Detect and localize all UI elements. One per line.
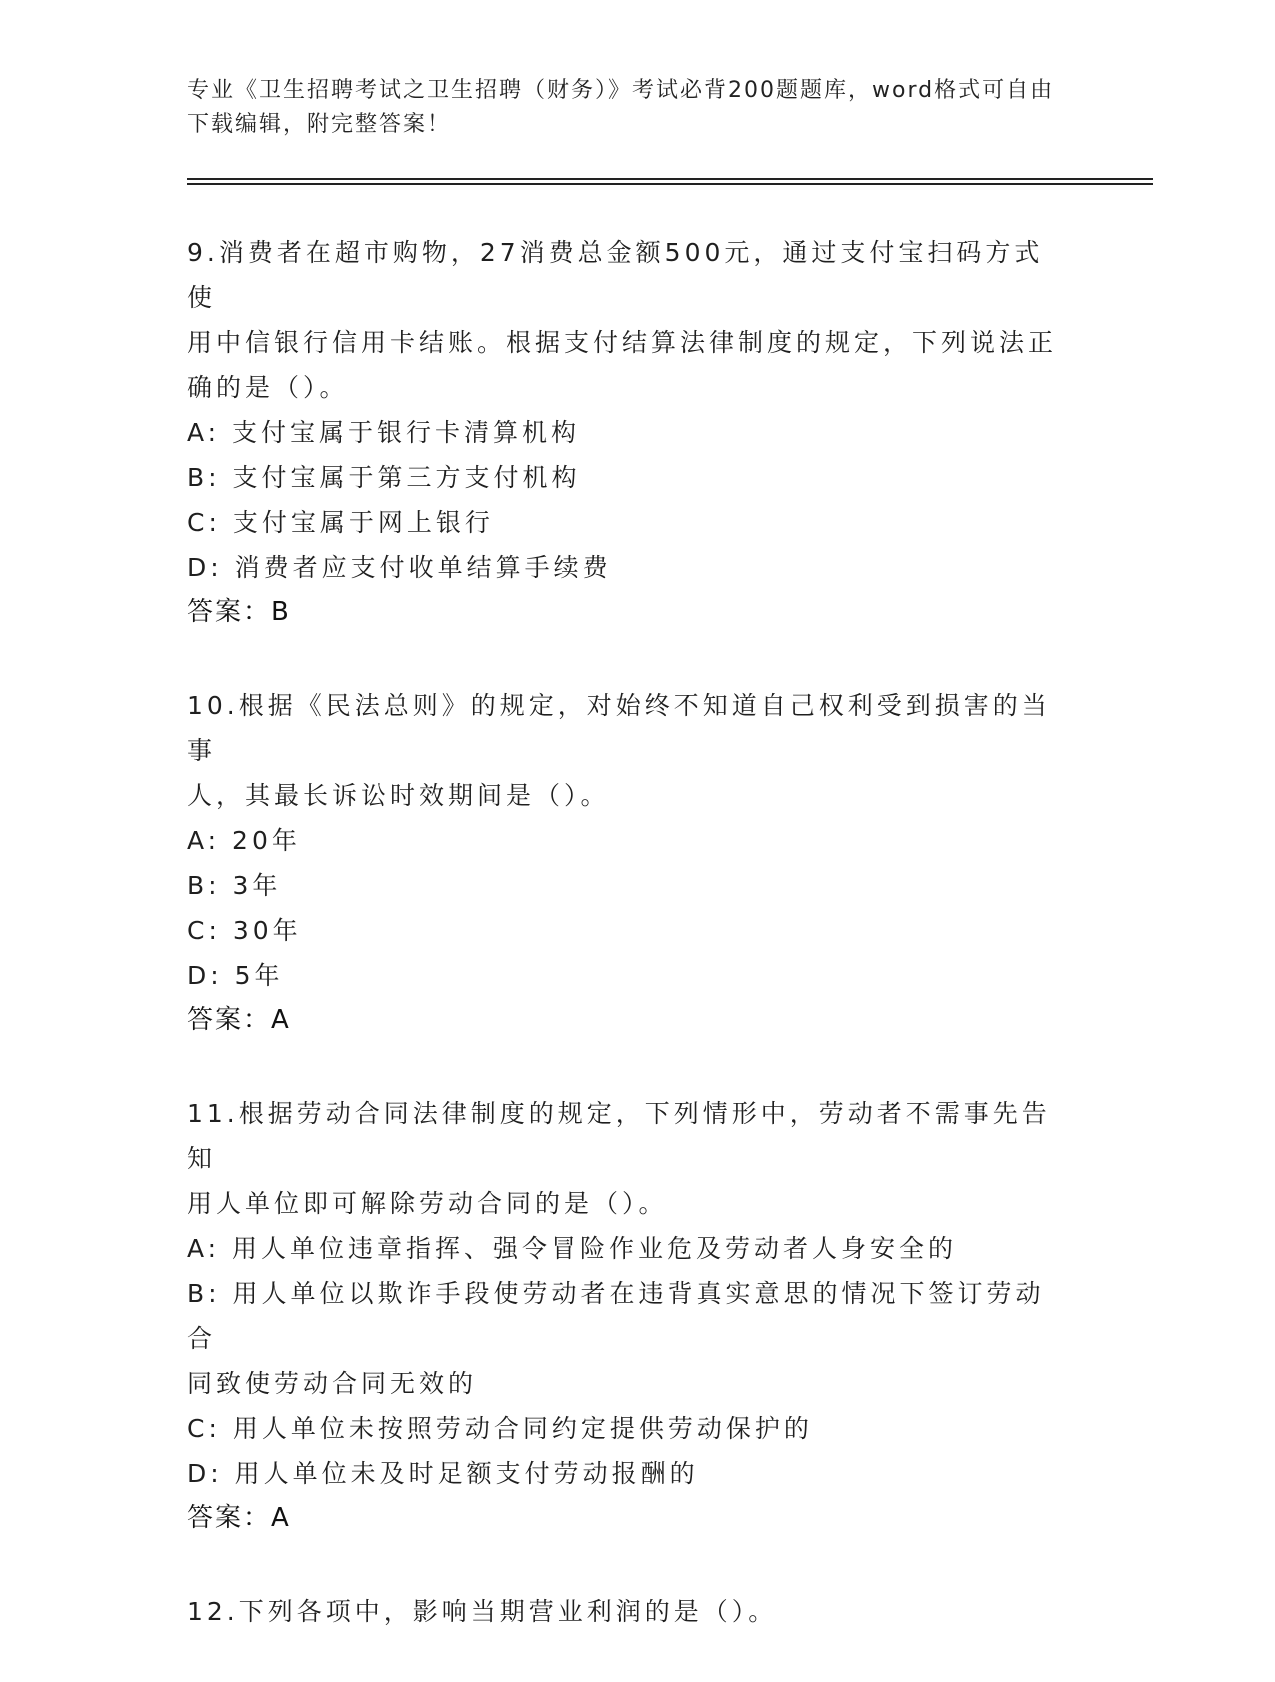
question-stem-line: 用人单位即可解除劳动合同的是（）。 bbox=[187, 1189, 668, 1218]
option-c: C: 30年 bbox=[187, 916, 302, 945]
option-d: D: 用人单位未及时足额支付劳动报酬的 bbox=[187, 1459, 699, 1488]
option-d: D: 消费者应支付收单结算手续费 bbox=[187, 553, 612, 582]
question-list bbox=[187, 230, 1067, 1682]
option-c: C: 用人单位未按照劳动合同约定提供劳动保护的 bbox=[187, 1414, 813, 1443]
option-d: D: 5年 bbox=[187, 961, 284, 990]
question-stem-line: 10.根据《民法总则》的规定，对始终不知道自己权利受到损害的当事 bbox=[187, 691, 1051, 765]
header-divider-top bbox=[187, 178, 1153, 180]
answer-line: 答案：A bbox=[187, 1005, 291, 1035]
answer-line: 答案：B bbox=[187, 597, 291, 627]
question-10 bbox=[187, 683, 1067, 1043]
document-header: 专业《卫生招聘考试之卫生招聘（财务）》考试必背200题题库，word格式可自由下载编辑，附完整答案！ bbox=[187, 78, 1055, 137]
option-c: C: 支付宝属于网上银行 bbox=[187, 508, 494, 537]
option-b: B: 支付宝属于第三方支付机构 bbox=[187, 463, 581, 492]
option-a: A: 支付宝属于银行卡清算机构 bbox=[187, 418, 581, 447]
question-9 bbox=[187, 230, 1067, 635]
question-12 bbox=[187, 1589, 1067, 1634]
question-stem-line: 11.根据劳动合同法律制度的规定，下列情形中，劳动者不需事先告知 bbox=[187, 1099, 1051, 1173]
question-stem-line: 用中信银行信用卡结账。根据支付结算法律制度的规定，下列说法正 bbox=[187, 328, 1058, 357]
answer-line: 答案：A bbox=[187, 1503, 291, 1533]
question-stem-line: 人，其最长诉讼时效期间是（）。 bbox=[187, 781, 610, 810]
question-11 bbox=[187, 1091, 1067, 1541]
option-a: A: 20年 bbox=[187, 826, 301, 855]
option-b-continued: 同致使劳动合同无效的 bbox=[187, 1369, 478, 1398]
question-stem-line: 9.消费者在超市购物，27消费总金额500元，通过支付宝扫码方式使 bbox=[187, 238, 1044, 312]
header-divider-bottom bbox=[187, 183, 1153, 185]
option-b: B: 用人单位以欺诈手段使劳动者在违背真实意思的情况下签订劳动合 bbox=[187, 1279, 1045, 1353]
option-a: A: 用人单位违章指挥、强令冒险作业危及劳动者人身安全的 bbox=[187, 1234, 958, 1263]
question-stem-line: 12.下列各项中，影响当期营业利润的是（）。 bbox=[187, 1597, 778, 1626]
question-stem-line: 确的是（）。 bbox=[187, 373, 349, 402]
option-b: B: 3年 bbox=[187, 871, 282, 900]
